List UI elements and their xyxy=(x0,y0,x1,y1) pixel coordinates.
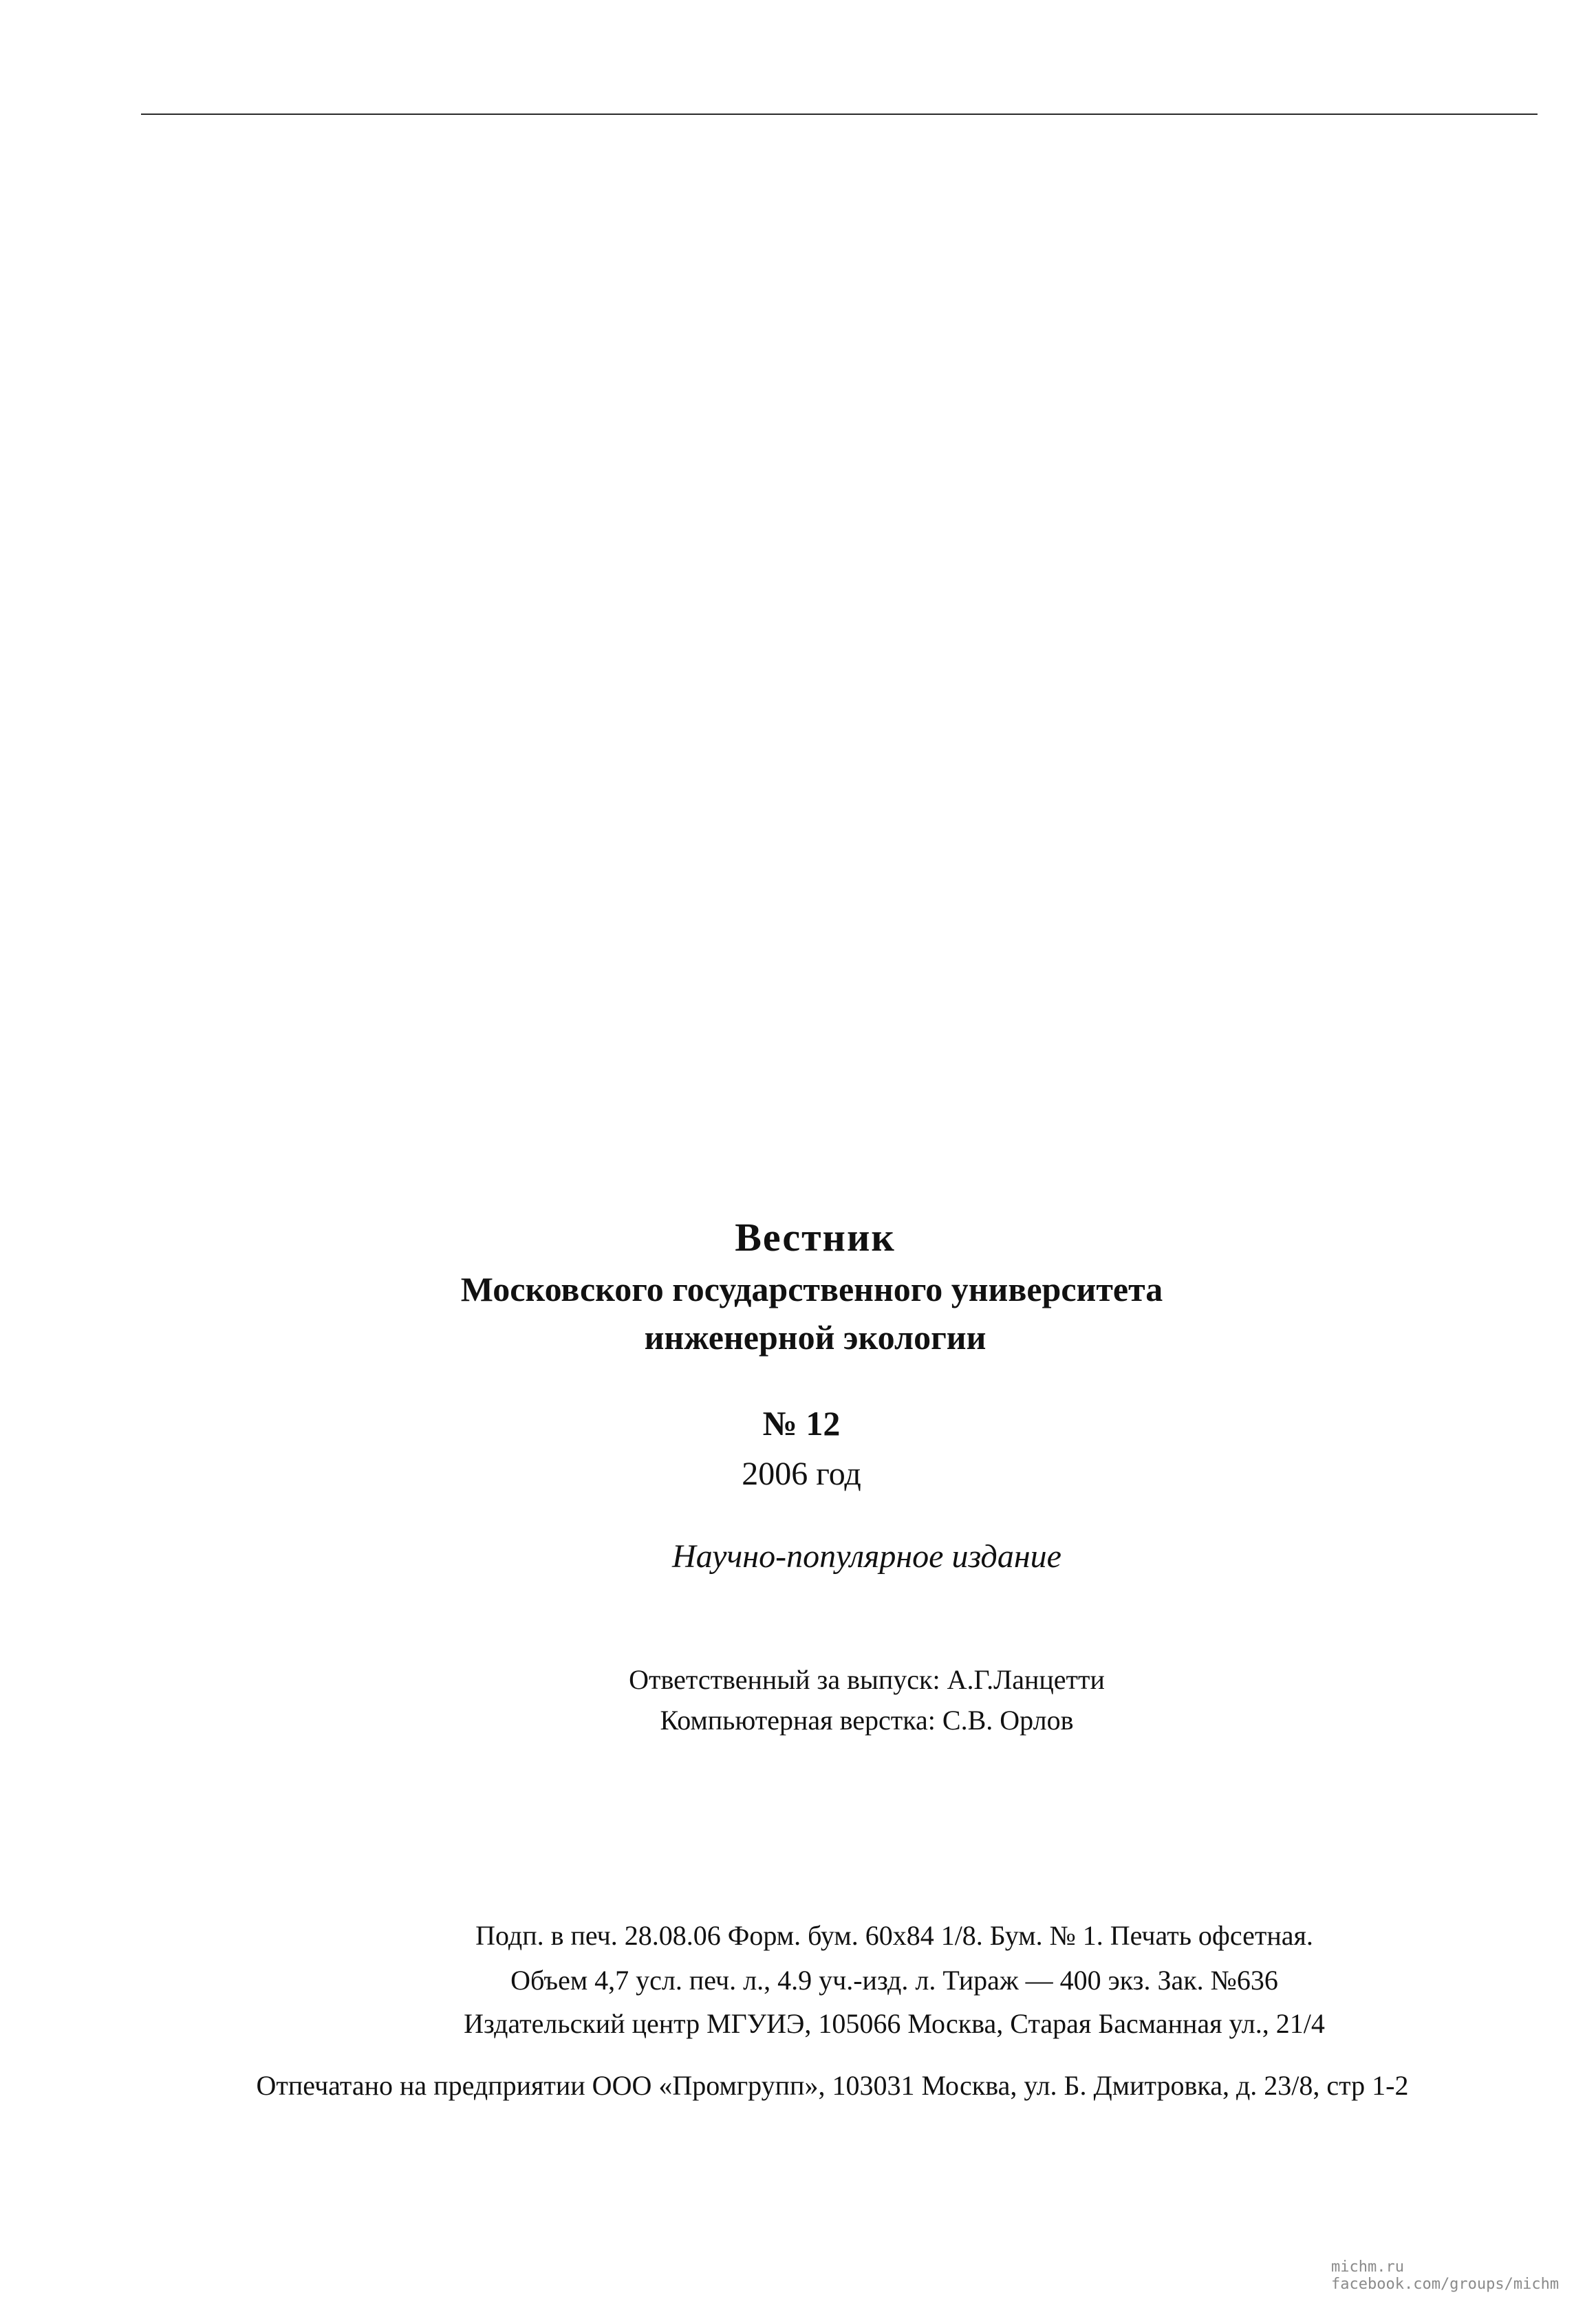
imprint-line3: Издательский центр МГУИЭ, 105066 Москва, Старая Басманная ул., 21/4 xyxy=(464,2008,1325,2039)
journal-subtitle-line1: Московского государственного университета xyxy=(460,1270,1163,1308)
watermark-site: michm.ru xyxy=(1331,2258,1404,2276)
credit-responsible: Ответственный за выпуск: А.Г.Ланцетти xyxy=(629,1664,1105,1695)
imprint-line2: Объем 4,7 усл. печ. л., 4.9 уч.-изд. л. Тираж — 400 экз. Зак. №636 xyxy=(510,1965,1278,1996)
journal-title: Вестник xyxy=(735,1215,896,1260)
imprint-line4: Отпечатано на предприятии ООО «Промгрупп», 103031 Москва, ул. Б. Дмитровка, д. 23/8, стр 1-2 xyxy=(256,2070,1409,2101)
credit-layout: Компьютерная верстка: С.В. Орлов xyxy=(660,1705,1074,1736)
top-rule xyxy=(141,114,1538,115)
journal-subtitle-line2: инженерной экологии xyxy=(644,1318,986,1357)
imprint-line1: Подп. в печ. 28.08.06 Форм. бум. 60x84 1/8. Бум. № 1. Печать офсетная. xyxy=(475,1920,1313,1951)
edition-type: Научно-популярное издание xyxy=(672,1538,1061,1575)
issue-number: № 12 xyxy=(762,1404,841,1443)
issue-year: 2006 год xyxy=(742,1456,861,1492)
watermark-group: facebook.com/groups/michm xyxy=(1331,2276,1560,2293)
